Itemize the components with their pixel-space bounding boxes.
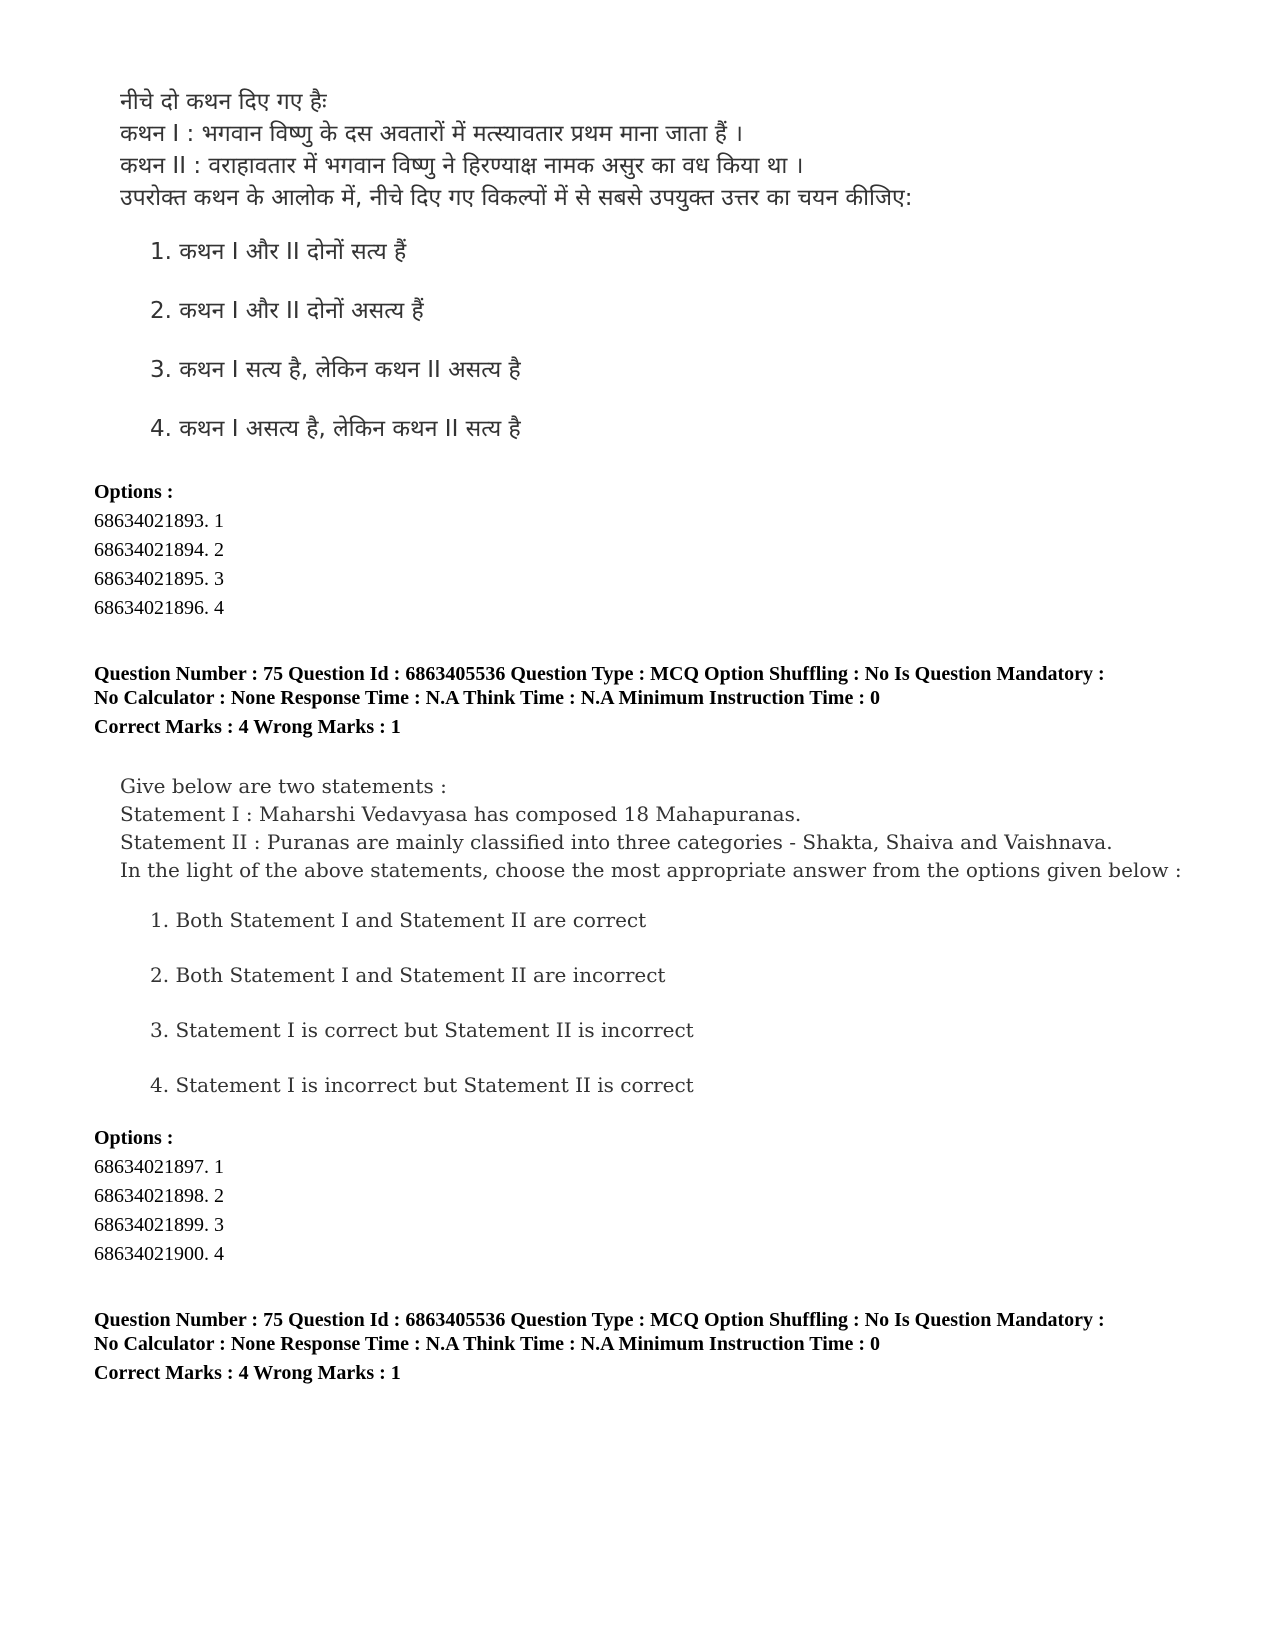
question-meta [94,1308,1214,1385]
choice-list [150,236,1120,472]
option-item: 68634021899. 3 [94,1214,224,1236]
choice-item: 4. Statement I is incorrect but Statement II is correct [150,1073,694,1097]
choice-item: 2. कथन I और II दोनों असत्य हैं [150,298,424,324]
marks-line: Correct Marks : 4 Wrong Marks : 1 [94,716,401,738]
option-item: 68634021897. 1 [94,1156,224,1178]
english-question [120,772,1180,1126]
option-item: 68634021893. 1 [94,510,224,532]
choice-list [150,906,1180,1126]
meta-line: No Calculator : None Response Time : N.A Think Time : N.A Minimum Instruction Time : 0 [94,1333,880,1355]
hindi-question [120,86,1120,472]
question-instruction: In the light of the above statements, choose the most appropriate answer from the options given below : [120,858,1182,882]
question-instruction: उपरोक्त कथन के आलोक में, नीचे दिए गए विकल्पों में से सबसे उपयुक्त उत्तर का चयन कीजिए: [120,185,913,211]
choice-item: 3. Statement I is correct but Statement II is incorrect [150,1018,694,1042]
options-list [94,478,224,623]
option-item: 68634021900. 4 [94,1243,224,1265]
options-list [94,1124,224,1269]
question-intro: नीचे दो कथन दिए गए हैः [120,89,327,115]
meta-line: Question Number : 75 Question Id : 6863405536 Question Type : MCQ Option Shuffling : No Is Question Mandatory : [94,663,1105,685]
options-header: Options : [94,1127,174,1149]
option-item: 68634021898. 2 [94,1185,224,1207]
question-intro: Give below are two statements : [120,774,447,798]
question-meta [94,662,1214,739]
meta-line: No Calculator : None Response Time : N.A Think Time : N.A Minimum Instruction Time : 0 [94,687,880,709]
statement-1: Statement I : Maharshi Vedavyasa has composed 18 Mahapuranas. [120,802,802,826]
choice-item: 1. कथन I और II दोनों सत्य हैं [150,239,407,265]
option-item: 68634021894. 2 [94,539,224,561]
choice-item: 1. Both Statement I and Statement II are correct [150,908,647,932]
option-item: 68634021896. 4 [94,597,224,619]
choice-item: 2. Both Statement I and Statement II are incorrect [150,963,666,987]
choice-item: 4. कथन I असत्य है, लेकिन कथन II सत्य है [150,416,521,442]
choice-item: 3. कथन I सत्य है, लेकिन कथन II असत्य है [150,357,521,383]
statement-1: कथन I : भगवान विष्णु के दस अवतारों में मत्स्यावतार प्रथम माना जाता हैं । [120,121,744,147]
marks-line: Correct Marks : 4 Wrong Marks : 1 [94,1362,401,1384]
statement-2: कथन II : वराहावतार में भगवान विष्णु ने हिरण्याक्ष नामक असुर का वध किया था । [120,153,804,179]
statement-2: Statement II : Puranas are mainly classified into three categories - Shakta, Shaiva and Vaishnava. [120,830,1113,854]
options-header: Options : [94,481,174,503]
meta-line: Question Number : 75 Question Id : 6863405536 Question Type : MCQ Option Shuffling : No Is Question Mandatory : [94,1309,1105,1331]
option-item: 68634021895. 3 [94,568,224,590]
